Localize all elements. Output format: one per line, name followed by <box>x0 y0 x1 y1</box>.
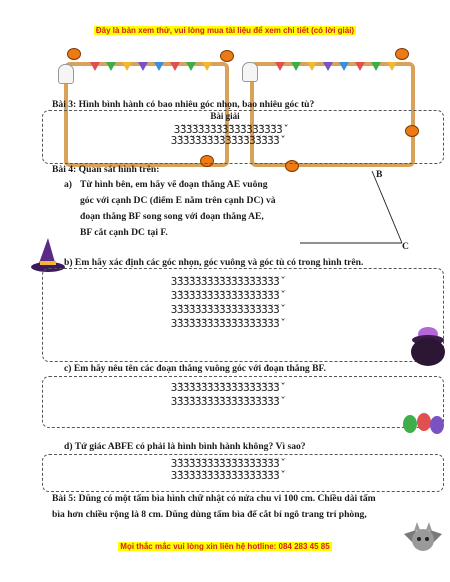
bat-cat-icon <box>400 518 446 558</box>
parallelogram-figure <box>290 165 420 255</box>
point-c-label: C <box>402 241 409 252</box>
pumpkin-icon <box>395 48 409 60</box>
answer-line: З̌З̌З̌З̌З̌З̌З̌З̌З̌З̌З̌З̌З̌З̌З̌З̌З̌З̌ <box>170 289 280 302</box>
cauldron-icon <box>408 320 448 370</box>
answer-line: З̌З̌З̌З̌З̌З̌З̌З̌З̌З̌З̌З̌З̌З̌З̌З̌З̌З̌ <box>170 303 280 316</box>
answer-line: З̌З̌З̌З̌З̌З̌З̌З̌З̌З̌З̌З̌З̌З̌З̌З̌З̌З̌ <box>170 317 280 330</box>
ghost-icon <box>242 62 258 82</box>
bai4-a-label: a) <box>64 179 72 190</box>
answer-line: З̌З̌З̌З̌З̌З̌З̌З̌З̌З̌З̌З̌З̌З̌З̌З̌З̌З̌ <box>170 395 280 408</box>
bai4-b-question: b) Em hãy xác định các góc nhọn, góc vuông và góc tù có trong hình trên. <box>64 257 364 268</box>
answer-line: З̌З̌З̌З̌З̌З̌З̌З̌З̌З̌З̌З̌З̌З̌З̌З̌З̌З̌ <box>170 381 280 394</box>
bai3-answer-title: Bài giải <box>210 111 240 121</box>
answer-line: З̌З̌З̌З̌З̌З̌З̌З̌З̌З̌З̌З̌З̌З̌З̌З̌З̌З̌ <box>170 275 280 288</box>
answer-line: З̌З̌З̌З̌З̌З̌З̌З̌З̌З̌З̌З̌З̌З̌З̌З̌З̌З̌ <box>170 469 280 482</box>
segment-bc <box>372 171 402 243</box>
bai5-line: bìa hơn chiều rộng là 8 cm. Dũng dùng tấm bìa để cắt bí ngô trang trí phòng, <box>52 509 367 520</box>
header-notice: Đây là bản xem thử, vui lòng mua tài liệu để xem chi tiết (có lời giải) <box>95 26 355 35</box>
answer-line: З̌З̌З̌З̌З̌З̌З̌З̌З̌З̌З̌З̌З̌З̌З̌З̌З̌З̌ <box>170 457 280 470</box>
point-b-label: B <box>376 169 383 180</box>
bai4-title: Bài 4: Quan sát hình trên: <box>52 164 160 175</box>
answer-line: З̌З̌З̌З̌З̌З̌З̌З̌З̌З̌З̌З̌З̌З̌З̌З̌З̌З̌ <box>167 123 283 136</box>
bai4-a-line: BF cắt cạnh DC tại F. <box>80 227 168 238</box>
bai4-d-question: d) Tứ giác ABFE có phải là hình bình hành không? Vì sao? <box>64 441 306 452</box>
bai4-a-line: góc với cạnh DC (điểm E nằm trên cạnh DC) và <box>80 195 276 206</box>
balloon-icon <box>400 412 448 446</box>
pumpkin-icon <box>220 50 234 62</box>
bai5-line: Bài 5: Dũng có một tấm bìa hình chữ nhật có nửa chu vi 100 cm. Chiều dài tấm <box>52 493 376 504</box>
ghost-icon <box>58 64 74 84</box>
bai3-question: Bài 3: Hình bình hành có bao nhiêu góc nhọn, bao nhiêu góc tù? <box>52 99 315 110</box>
bai4-a-line: đoạn thẳng BF song song với đoạn thẳng AE, <box>80 211 264 222</box>
bai4-a-line: Từ hình bên, em hãy vẽ đoạn thẳng AE vuông <box>80 179 268 190</box>
bai4-c-question: c) Em hãy nêu tên các đoạn thẳng vuông góc với đoạn thẳng BF. <box>64 363 326 374</box>
bunting-icon <box>90 62 210 74</box>
answer-line: З̌З̌З̌З̌З̌З̌З̌З̌З̌З̌З̌З̌З̌З̌З̌З̌З̌З̌ <box>170 134 280 147</box>
pumpkin-icon <box>67 48 81 60</box>
footer-notice: Mọi thắc mắc vui lòng xin liên hệ hotline: 084 283 45 85 <box>120 542 330 551</box>
bunting-icon <box>275 62 395 74</box>
